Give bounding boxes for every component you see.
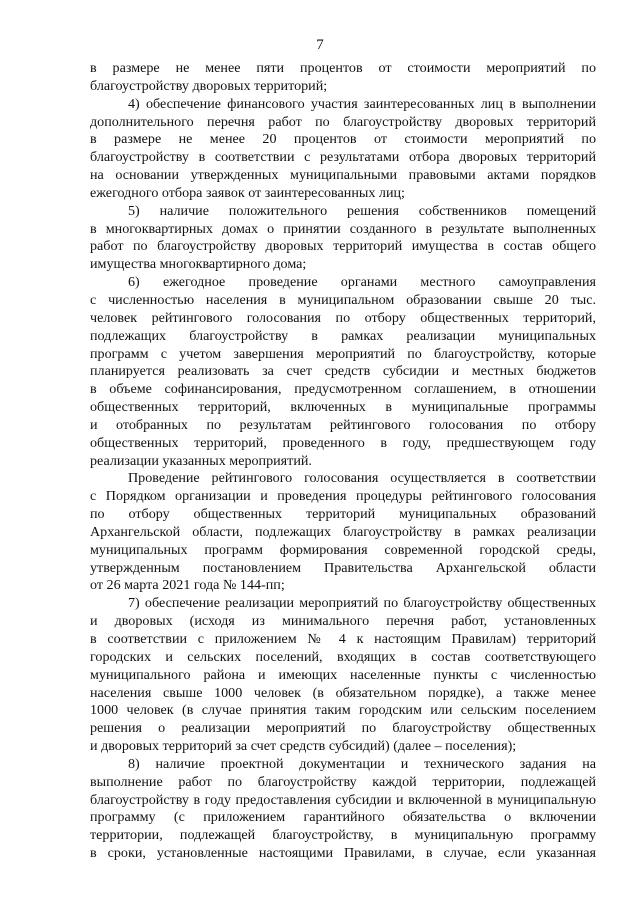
text-line: и дворовых (исходя из минимального перечня работ, установленных bbox=[90, 613, 596, 630]
text-line: в многоквартирных домах о принятии созданного в результате выполненных bbox=[90, 220, 596, 237]
text-line: дополнительного перечня работ по благоустройству дворовых территорий bbox=[90, 113, 596, 130]
text-line: программу (с приложением гарантийного обязательства о включении bbox=[90, 809, 596, 826]
text-line: Проведение рейтингового голосования осуществляется в соответствии bbox=[128, 470, 596, 487]
text-line: работ по благоустройству дворовых территорий имущества в состав общего bbox=[90, 238, 596, 255]
text-line: утвержденным постановлением Правительства Архангельской области bbox=[90, 559, 596, 576]
text-line: благоустройству в году предоставления субсидии и включенной в муниципальную bbox=[90, 791, 596, 808]
text-line: Архангельской области, подлежащих благоустройству в рамках реализации bbox=[90, 523, 596, 540]
text-line: населения свыше 1000 человек (в обязательном порядке), а также менее bbox=[90, 684, 596, 701]
text-line: человек рейтингового голосования по отбору общественных территорий, bbox=[90, 309, 596, 326]
paragraph-item-8 bbox=[90, 756, 596, 863]
paragraph-voting-procedure bbox=[90, 470, 596, 595]
text-line: и отобранных по результатам рейтингового голосования по отбору bbox=[90, 416, 596, 433]
paragraph-item-5 bbox=[90, 203, 596, 274]
text-line: благоустройству в соответствии с результатами отбора дворовых территорий bbox=[90, 149, 596, 166]
text-line: в объеме софинансирования, предусмотренном соглашением, в отношении bbox=[90, 381, 596, 398]
paragraph-item-4 bbox=[90, 96, 596, 203]
text-line: программ с учетом завершения мероприятий по благоустройству, которые bbox=[90, 345, 596, 362]
text-line: с Порядком организации и проведения процедуры рейтингового голосования bbox=[90, 488, 596, 505]
text-line: подлежащих благоустройству в рамках реализации муниципальных bbox=[90, 327, 596, 344]
text-line: общественных территорий, проведенного в году, предшествующем году bbox=[90, 434, 596, 451]
text-line: от 26 марта 2021 года № 144-пп; bbox=[90, 577, 285, 594]
text-line: 4) обеспечение финансового участия заинтересованных лиц в выполнении bbox=[128, 95, 596, 112]
text-line: имущества многоквартирного дома; bbox=[90, 256, 307, 273]
text-line: 5) наличие положительного решения собственников помещений bbox=[128, 202, 596, 219]
document-body bbox=[90, 60, 596, 863]
text-line: территории, подлежащей благоустройству, в муниципальную программу bbox=[90, 827, 596, 844]
text-line: общественных территорий, включенных в муниципальные программы bbox=[90, 399, 596, 416]
text-line: на основании утвержденных муниципальными правовыми актами порядков bbox=[90, 167, 596, 184]
text-line: 7) обеспечение реализации мероприятий по благоустройству общественных bbox=[128, 595, 596, 612]
text-line: с численностью населения в муниципальном образовании свыше 20 тыс. bbox=[90, 291, 596, 308]
text-line: в размере не менее пяти процентов от стоимости мероприятий по bbox=[90, 60, 596, 76]
text-line: и дворовых территорий за счет средств субсидий) (далее – поселения); bbox=[90, 738, 517, 755]
text-line: городских и сельских поселений, входящих в состав соответствующего bbox=[90, 648, 596, 665]
text-line: ежегодного отбора заявок от заинтересованных лиц; bbox=[90, 184, 405, 201]
text-line: реализации указанных мероприятий. bbox=[90, 452, 312, 469]
text-line: выполнение работ по благоустройству каждой территории, подлежащей bbox=[90, 773, 596, 790]
text-line: 6) ежегодное проведение органами местного самоуправления bbox=[128, 274, 596, 291]
text-line: 8) наличие проектной документации и технического задания на bbox=[128, 755, 596, 772]
text-line: в соответствии с приложением № 4 к настоящим Правилам) территорий bbox=[90, 631, 596, 647]
paragraph-item-7 bbox=[90, 595, 596, 756]
text-line: благоустройству дворовых территорий; bbox=[90, 77, 328, 94]
text-line: 1000 человек (в случае принятия таким городским или сельским поселением bbox=[90, 702, 596, 719]
paragraph-item-6 bbox=[90, 274, 596, 470]
paragraph-continuation bbox=[90, 60, 596, 96]
page-number: 7 bbox=[316, 37, 324, 53]
text-line: в сроки, установленные настоящими Правилами, в случае, если указанная bbox=[90, 845, 596, 862]
text-line: решения о реализации мероприятий по благоустройству общественных bbox=[90, 720, 596, 737]
text-line: муниципальных программ формирования современной городской среды, bbox=[90, 541, 596, 558]
text-line: планируется реализовать за счет средств субсидии и местных бюджетов bbox=[90, 363, 596, 380]
text-line: по отбору общественных территорий муниципальных образований bbox=[90, 506, 596, 523]
text-line: в размере не менее 20 процентов от стоимости мероприятий по bbox=[90, 131, 596, 148]
text-line: муниципального района и имеющих населенные пункты с численностью bbox=[90, 666, 596, 683]
